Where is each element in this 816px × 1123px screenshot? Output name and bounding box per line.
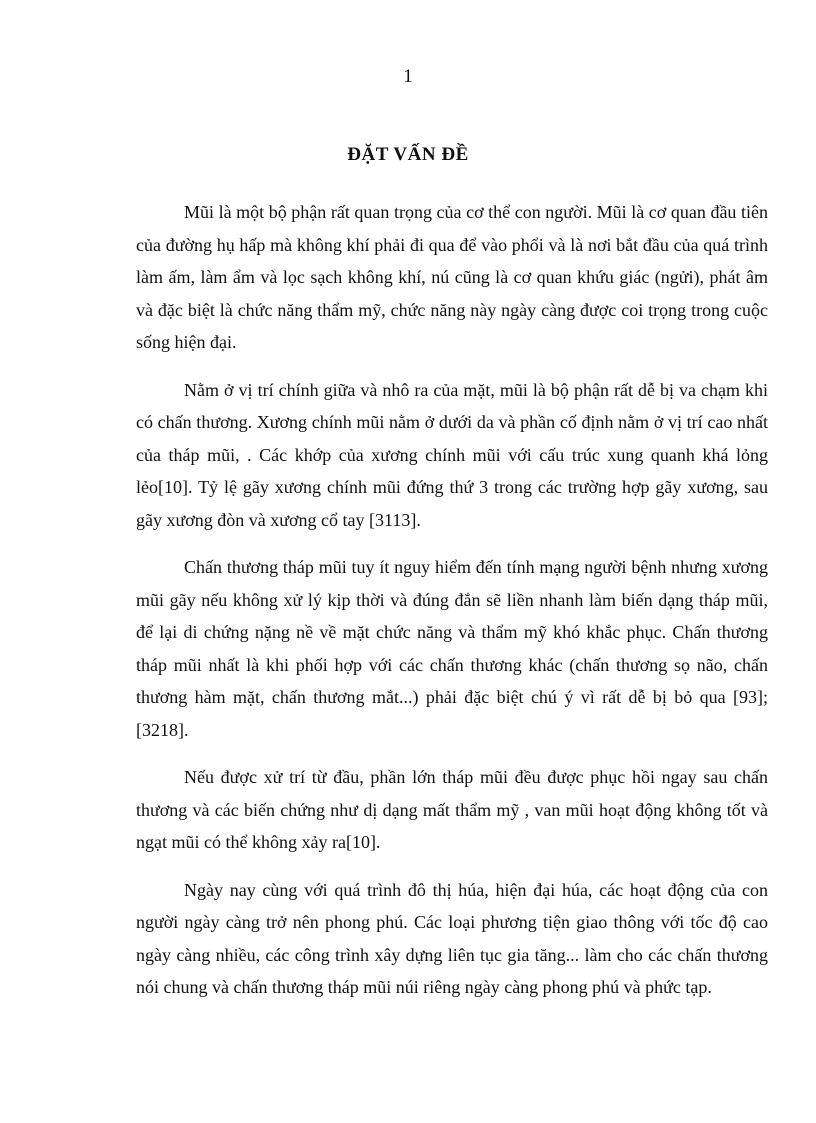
page-number: 1 [403,66,413,87]
paragraph-4: Nếu được xử trí từ đầu, phần lớn tháp mũi đều được phục hồi ngay sau chấn thương và các biến chứng như dị dạng mất thẩm mỹ , van mũi hoạt động không tốt và ngạt mũi có thể không xảy ra[10]. [136,767,768,852]
paragraph-2: Nằm ở vị trí chính giữa và nhô ra của mặt, mũi là bộ phận rất dễ bị va chạm khi có chấn thương. Xương chính mũi nằm ở dưới da và phần cố định nằm ở vị trí cao nhất của tháp mũi, . Các khớp của xương chính mũi với cấu trúc xung quanh khá lỏng lẻo[10]. Tỷ lệ gãy xương chính mũi đứng thứ 3 trong các trường hợp gãy xương, sau gãy xương đòn và xương cổ tay [3113]. [136,379,768,530]
paragraph-3: Chấn thương tháp mũi tuy ít nguy hiểm đến tính mạng người bệnh nhưng xương mũi gãy nếu không xử lý kịp thời và đúng đắn sẽ liền nhanh làm biến dạng tháp mũi, để lại di chứng nặng nề về mặt chức năng và thẩm mỹ khó khắc phục. Chấn thương tháp mũi nhất là khi phối hợp với các chấn thương khác (chấn thương sọ não, chấn thương hàm mặt, chấn thương mắt...) phải đặc biệt chú ý vì rất dễ bị bỏ qua [93]; [3218]. [136,557,768,740]
page-title: ĐẶT VẤN ĐỀ [347,144,469,165]
document-body [136,196,768,1019]
paragraph-1: Mũi là một bộ phận rất quan trọng của cơ thể con người. Mũi là cơ quan đầu tiên của đường hụ hấp mà không khí phải đi qua để vào phổi và là nơi bắt đầu của quá trình làm ấm, làm ẩm và lọc sạch không khí, nú cũng là cơ quan khứu giác (ngửi), phát âm và đặc biệt là chức năng thẩm mỹ, chức năng này ngày càng được coi trọng trong cuộc sống hiện đại. [136,202,768,352]
paragraph-5: Ngày nay cùng với quá trình đô thị húa, hiện đại húa, các hoạt động của con người ngày càng trở nên phong phú. Các loại phương tiện giao thông với tốc độ cao ngày càng nhiều, các công trình xây dựng liên tục gia tăng... làm cho các chấn thương nói chung và chấn thương tháp mũi núi riêng ngày càng phong phú và phức tạp. [136,879,768,997]
